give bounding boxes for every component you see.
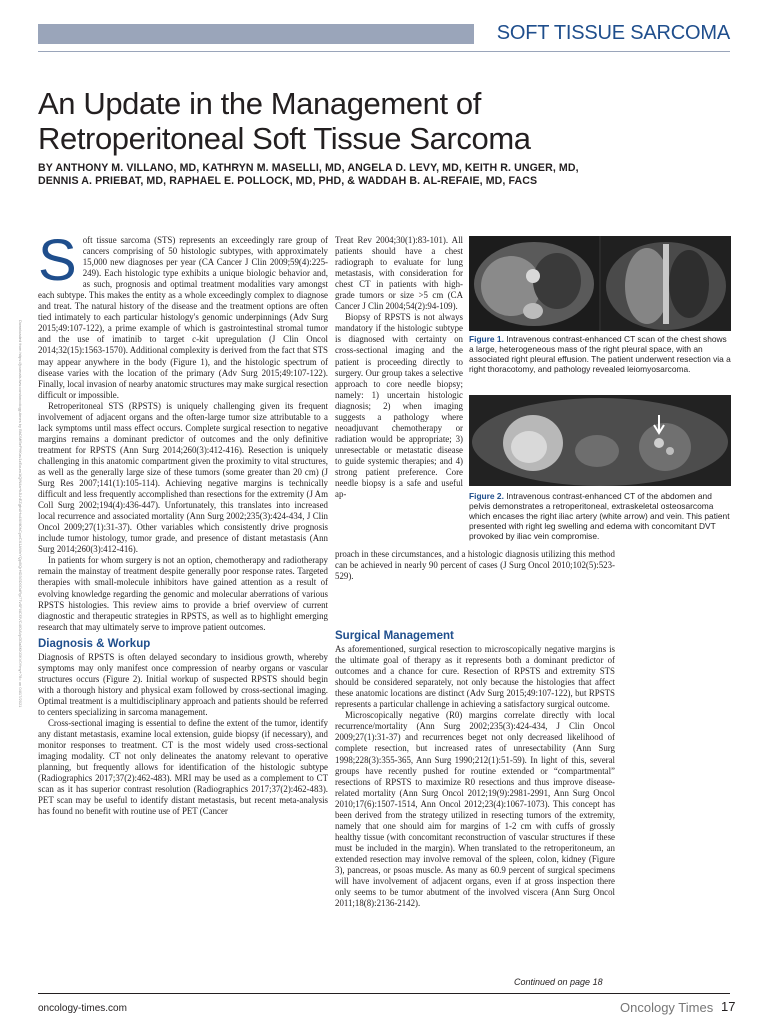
paragraph: As aforementioned, surgical resection to microscopically negative margins is the ultimate goal of therapy as it represents both a dominant predictor of outcomes and a chance for cure. Resection of RPSTS and extremity STS should be considered separately, not only because the histologies that affect these anatomic locations are distinct (Adv Surg 2015;49:107-122), but RPSTS represents a particular challenge in achieving a satisfactory surgical outcome. [335, 644, 615, 710]
figure-2-label: Figure 2. [469, 491, 504, 501]
paragraph: In patients for whom surgery is not an option, chemotherapy and radiotherapy remain the mainstay of treatment despite generally poor response rates. Targeted therapies with small-molecule inhibitors have gained attention as a result of evolving knowledge regarding the genomic and molecular aberrations of various RPSTS histologies. This review aims to provide a brief overview of current diagnostic and therapeutic strategies in RPSTS, as well as to highlight emerging research that may ultimately serve to improve patient outcomes. [38, 555, 328, 632]
paragraph: Cross-sectional imaging is essential to define the extent of the tumor, identify any distant metastasis, examine local extension, guide biopsy (if necessary), and monitor responses to treatment. CT is the most widely used cross-sectional imaging modality. CT not only delineates the anatomy relevant to operative planning, but frequently allows for identification of the histologic subtype (Radiographics 2017;37(2):462-483). MRI may be used as a complement to CT scan as it has superior contrast resolution (Radiographics 2017;37(2):462-483). PET scan may be useful to identify distant metastasis, but recent meta-analysis has found no benefit with routine use of PET (Cancer [38, 718, 328, 817]
figure-2-image [469, 395, 731, 486]
footer-magazine: Oncology Times [620, 1000, 714, 1015]
figure-2-ct-scan [469, 395, 731, 486]
figure-1-caption [469, 334, 731, 374]
page-number: 17 [721, 999, 736, 1014]
paragraph: Treat Rev 2004;30(1):83-101). All patients should have a chest radiograph to evaluate for lung metastasis, with consideration for chest CT in patients with high-grade tumors or size >5 cm (CA Cancer J Clin 2004;54(2):94-109). [335, 235, 463, 312]
download-side-note [15, 320, 24, 720]
paragraph: Retroperitoneal STS (RPSTS) is uniquely challenging given its frequent involvement of adjacent organs and the often-large tumor size attributable to a lack symptoms until mass effect occurs. Complete surgical resection to negative margins remains a dominant predictor of outcomes and the only definitive treatment for RPSTS (Ann Surg 2014;260(3):412-416). Resection is uniquely challenging in this anatomic compartment given the proximity to vital structures, as well as the generally large size of these tumors (some greater than 20 cm) (J Surg Res 2007;141(1):105-114). Achieving negative margins is technically difficult and less frequently accomplished than resections for the extremity (J Am Coll Surg 2002;194(4):436-447). Unfortunately, this translates into increased local recurrence and associated mortality (Ann Surg 2002;235(3):424-434, J Clin Oncol 2009;27(1):31-37). Other variables which consistently drive prognosis include tumor histology, tumor grade, and presence of distant metastasis (Ann Surg 2014;260(3):412-416). [38, 400, 328, 555]
figure-1-image [469, 236, 731, 331]
authors-line-2: DENNIS A. PRIEBAT, MD, RAPHAEL E. POLLOCK, MD, PHD, & WADDAH B. AL-REFAIE, MD, FACS [38, 175, 538, 187]
paragraph: Microscopically negative (R0) margins correlate directly with local recurrence/mortality (Ann Surg 2002;235(3):424-434, J Clin Oncol 2009;27(1):31-37) and recurrences beget not only decreased likelihood of complete resection, but increased rates of unresectability (Ann Surg 1998;228(3):355-365, Ann Surg 1990;212(1):51-59). In light of this, several groups have recently pushed for routine extended or “compartmental” resections of RPSTS to maximize R0 resections and thus improve disease-related mortality (Ann Surg Oncol 2012;19(9):2981-2991, Ann Surg Oncol 2010;17(6):1507-1514, Ann Oncol 2012;23(4):1067-1073). This concept has been derived from the strategy utilized in resecting tumors of the extremity, namely that one should aim for margins of 1-2 cm with cuffs of grossly healthy tissue (with concomitant reconstruction of vascular structures if these must be included in the margin). When translated to the retroperitoneum, an extended resection may involve removal of the spleen, colon, kidney (Figure 3), pancreas, or psoas muscle. As many as 60.9 percent of surgical specimens will have involvement of adjacent organs, even if at gross inspection there only seems to be tumor abutment of the involved viscera (Ann Surg Oncol 2011;18(8):2136-2142). [335, 710, 615, 909]
header-rule [38, 51, 730, 52]
paragraph: proach in these circumstances, and a histologic diagnosis utilizing this method can be achieved in nearly 90 percent of cases (J Surg Oncol 2010;102(5):523-529). [335, 549, 615, 582]
figure-1-ct-scan [469, 236, 731, 331]
header-bar [38, 24, 474, 44]
figure-2-caption [469, 491, 731, 541]
subhead-diagnosis: Diagnosis & Workup [38, 637, 151, 650]
title-line-2: Retroperitoneal Soft Tissue Sarcoma [38, 121, 531, 156]
article-title [38, 86, 738, 156]
body-column-3 [335, 625, 615, 909]
title-line-1: An Update in the Management of [38, 86, 481, 121]
article-authors [38, 162, 738, 188]
figure-1-label: Figure 1. [469, 334, 504, 344]
footer-rule [38, 993, 730, 994]
dropcap: S [38, 228, 77, 293]
figure-2-caption-text: Intravenous contrast-enhanced CT of the abdomen and pelvis demonstrates a retroperitoneal, extraskeletal osteosarcoma which encases the right iliac artery (white arrow) and vein. This patient presented with right leg swelling and edema with concomitant DVT provoked by iliac vein compromise. [469, 491, 730, 542]
body-column-2 [335, 235, 463, 500]
paragraph: Diagnosis of RPSTS is often delayed secondary to insidious growth, whereby symptoms may only manifest once compression of nearby organs or vascular structures occurs (Figure 2). Initial workup of suspected RPSTS should begin with a thorough history and physical exam followed by cross-sectional imaging. Optimal treatment is a multidisciplinary approach and patients should be referred to centers specializing in sarcoma management. [38, 651, 328, 717]
figure-1-caption-text: Intravenous contrast-enhanced CT scan of the chest shows a large, heterogeneous mass of the right pleural space, with an associated right pleural effusion. The patient underwent resection via a right thoracotomy, and pathology revealed leiomyosarcoma. [469, 334, 731, 375]
body-column-1 [38, 228, 328, 817]
paragraph: Biopsy of RPSTS is not always mandatory if the histologic subtype is diagnosed with certainty on cross-sectional imaging and the patient is proceeding directly to surgery. Our group takes a selective approach to core needle biopsy; namely: 1) uncertain histologic diagnosis; 2) when imaging suggests a pathology where neoadjuvant chemotherapy or radiation would be appropriate; 3) unresectable or metastatic disease to guide systemic therapies; and 4) strong patient preference. Core needle biopsy is a safe and useful ap- [335, 312, 463, 500]
continued-on-page: Continued on page 18 [514, 977, 603, 987]
section-title: SOFT TISSUE SARCOMA [496, 22, 730, 44]
body-column-2-continued [335, 549, 615, 582]
authors-line-1: BY ANTHONY M. VILLANO, MD, KATHRYN M. MASELLI, MD, ANGELA D. LEVY, MD, KEITH R. UNGER, MD, [38, 162, 579, 174]
side-note-text: Downloaded from https://journals.lww.com/oncology-times by BhDMf5ePHKav1zEoum1tQfN4a+kJLhEZgbsIHo4XMi0hCywCX1AWnYQp/IlQrHD3i3D0OdRyi7TvSFl4Cf3VC4/OAVpDDa8KKGKV0Ymy+78= on 04/17/2021 [18, 320, 23, 708]
paragraph: oft tissue sarcoma (STS) represents an exceedingly rare group of cancers comprising of 50 histologic subtypes, with approximately 15,000 new diagnoses per year (CA Cancer J Clin 2009;59(4):225-249). Each histologic type exhibits a unique biologic behavior and, as such, prognosis and optimal treatment modalities vary amongst each subtype. This makes the entity as a whole exceedingly complex to diagnose and treat. The natural history of the disease and the treatment options are often tied intimately to each particular histology's genomic underpinnings (Adv Surg 2015;49:107-122), a prime example of which is gastrointestinal stromal tumor and the use of imatinib to target c-kit upregulation (J Clin Oncol 2014;32(15):1563-1570). Additional complexity is derived from the fact that STS may appear anywhere in the body (Figure 1), and the histologic spectrum of disease varies with the location of the primary (Adv Surg 2015;49:107-122). Finally, local invasion of nearby anatomic structures may make surgical resection difficult or impossible. [38, 235, 328, 400]
footer-url[interactable]: oncology-times.com [38, 1003, 127, 1014]
subhead-surgical: Surgical Management [335, 630, 454, 642]
